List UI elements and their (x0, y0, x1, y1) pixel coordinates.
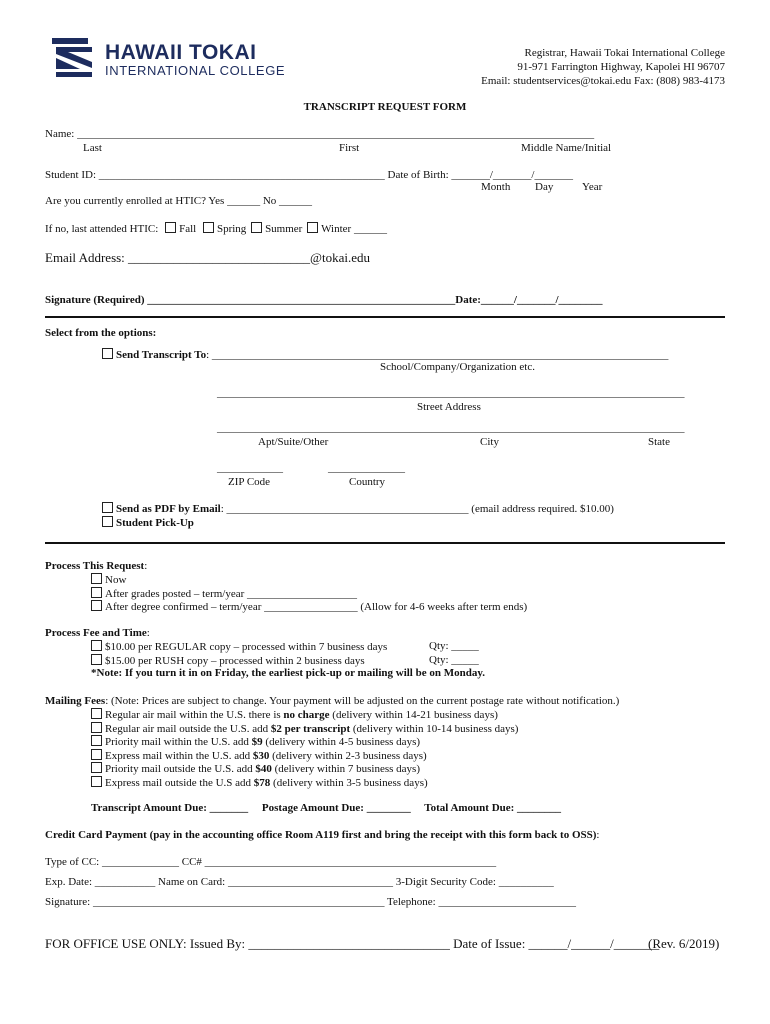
country-caption: Country (349, 476, 386, 488)
mailing-option-delivery: (delivery within 4-5 business days) (262, 736, 421, 748)
spring-checkbox[interactable] (203, 222, 214, 233)
card-type-number-field[interactable]: Type of CC: ______________ CC# _____________________________________________________ (45, 856, 497, 868)
process-heading (45, 560, 147, 573)
logo-subtitle: INTERNATIONAL COLLEGE (105, 63, 286, 78)
mailing-option-checkbox[interactable] (91, 749, 102, 760)
registrar-address-line1: Registrar, Hawaii Tokai International College (524, 47, 725, 59)
signature-telephone-field[interactable]: Signature: _____________________________________________________ Telephone: _________________________ (45, 896, 576, 908)
summer-checkbox[interactable] (251, 222, 262, 233)
country-field[interactable]: ______________ (328, 462, 405, 474)
city-caption: City (480, 436, 499, 448)
summer-label: Summer (265, 223, 303, 235)
mailing-option-delivery: (delivery within 7 business days) (271, 763, 421, 775)
mailing-option-price: $2 per transcript (270, 723, 351, 735)
last-attended-row (45, 222, 387, 236)
fall-checkbox[interactable] (165, 222, 176, 233)
credit-card-heading-colon: : (596, 829, 600, 841)
mailing-note: : (Note: Prices are subject to change. Your payment will be adjusted on the current postage rate without notification.) (105, 695, 620, 707)
fee-rush-label: $15.00 per RUSH copy – processed within 2 business days (105, 655, 365, 667)
registrar-contact: Email: studentservices@tokai.edu Fax: (808) 983-4173 (481, 75, 725, 87)
apt-caption: Apt/Suite/Other (258, 436, 329, 448)
fee-heading (45, 627, 150, 640)
school-caption: School/Company/Organization etc. (380, 361, 535, 373)
mailing-option-delivery: (delivery within 10-14 business days) (350, 723, 519, 735)
process-heading-label: Process This Request (45, 560, 145, 572)
credit-card-heading-label: Credit Card Payment (pay in the accounting office Room A119 first and bring the receipt with this form back to OSS) (45, 829, 597, 841)
fee-heading-label: Process Fee and Time (45, 627, 147, 639)
mailing-option-price: $9 (251, 736, 263, 748)
logo-name: HAWAII TOKAI (105, 41, 257, 64)
fee-heading-colon: : (146, 627, 150, 639)
state-caption: State (648, 436, 670, 448)
send-transcript-label: Send Transcript To (116, 349, 207, 361)
last-name-caption: Last (83, 142, 102, 154)
process-now-row (91, 573, 126, 587)
revision-label: (Rev. 6/2019) (648, 936, 720, 951)
process-heading-colon: : (144, 560, 148, 572)
process-after-degree-row (91, 600, 527, 614)
friday-note: *Note: If you turn it in on Friday, the earliest pick-up or mailing will be on Monday. (91, 667, 485, 679)
mailing-option-checkbox[interactable] (91, 735, 102, 746)
mailing-heading (45, 695, 619, 708)
mailing-option-price: $30 (252, 750, 270, 762)
mailing-option-text: Priority mail within the U.S. add (105, 736, 252, 748)
fee-regular-row (91, 640, 387, 654)
office-use-field[interactable]: FOR OFFICE USE ONLY: Issued By: _______________________________ Date of Issue: ______/______/_______ (45, 936, 660, 951)
mailing-option-text: Priority mail outside the U.S. add (105, 763, 256, 775)
process-after-grades-label: After grades posted – term/year ____________________ (105, 588, 358, 600)
mailing-option-text: Express mail outside the U.S add (105, 777, 254, 789)
mailing-option-delivery: (delivery within 3-5 business days) (270, 777, 428, 789)
send-transcript-field[interactable]: : ___________________________________________________________________________________ (206, 349, 669, 361)
day-caption: Day (535, 181, 554, 193)
fee-rush-checkbox[interactable] (91, 654, 102, 665)
send-pdf-checkbox[interactable] (102, 502, 113, 513)
options-heading: Select from the options: (45, 327, 157, 339)
zip-caption: ZIP Code (228, 476, 271, 488)
process-now-label: Now (105, 574, 127, 586)
send-pdf-email-field[interactable]: : ____________________________________________ (email address required. $10.00) (220, 503, 614, 515)
mailing-option-delivery: (delivery within 2-3 business days) (269, 750, 427, 762)
college-logo-icon (52, 38, 98, 78)
mailing-option (91, 735, 420, 749)
apt-city-state-field[interactable]: _____________________________________________________________________________________ (217, 422, 685, 434)
spring-label: Spring (216, 223, 247, 235)
last-attended-label: If no, last attended HTIC: (45, 223, 159, 235)
mailing-option-text: Regular air mail within the U.S. there is (105, 709, 284, 721)
mailing-option-checkbox[interactable] (91, 776, 102, 787)
mailing-option (91, 776, 428, 790)
mailing-option-checkbox[interactable] (91, 708, 102, 719)
zip-field[interactable]: ____________ (217, 462, 283, 474)
divider (45, 316, 725, 318)
middle-name-caption: Middle Name/Initial (521, 142, 612, 154)
mailing-option-text: Express mail within the U.S. add (105, 750, 253, 762)
mailing-option (91, 762, 420, 776)
mailing-option-price: $40 (255, 763, 272, 775)
fee-rush-qty-field[interactable]: Qty: _____ (429, 654, 479, 666)
send-pdf-row (102, 502, 614, 516)
process-after-grades-checkbox[interactable] (91, 587, 102, 598)
email-field[interactable]: Email Address: ____________________________@tokai.edu (45, 250, 371, 265)
process-after-degree-label: After degree confirmed – term/year _________________ (Allow for 4-6 weeks after term ends) (105, 601, 528, 613)
mailing-option-price: no charge (283, 709, 330, 721)
name-field[interactable]: Name: ______________________________________________________________________________________________ (45, 128, 595, 140)
send-transcript-checkbox[interactable] (102, 348, 113, 359)
process-after-degree-checkbox[interactable] (91, 600, 102, 611)
pickup-row (102, 516, 194, 530)
currently-enrolled-field[interactable]: Are you currently enrolled at HTIC? Yes ______ No ______ (45, 195, 313, 207)
signature-date-field[interactable]: Signature (Required) ________________________________________________________Date:______/_______/________ (45, 294, 603, 306)
amount-due-fields[interactable]: Transcript Amount Due: _______ Postage Amount Due: ________ Total Amount Due: ________ (91, 802, 562, 814)
divider (45, 542, 725, 544)
mailing-option-text: Regular air mail outside the U.S. add (105, 723, 271, 735)
fee-regular-checkbox[interactable] (91, 640, 102, 651)
street-address-caption: Street Address (417, 401, 481, 413)
year-caption: Year (582, 181, 603, 193)
student-id-dob-field[interactable]: Student ID: ____________________________________________________ Date of Birth: _______/_______/_______ (45, 169, 573, 181)
first-name-caption: First (339, 142, 360, 154)
month-caption: Month (481, 181, 511, 193)
student-pickup-label: Student Pick-Up (116, 517, 194, 529)
registrar-address-line2: 91-971 Farrington Highway, Kapolei HI 96707 (517, 61, 725, 73)
mailing-option-price: $78 (253, 777, 271, 789)
mailing-option (91, 708, 498, 722)
form-title: TRANSCRIPT REQUEST FORM (303, 101, 467, 113)
fall-label: Fall (179, 223, 197, 235)
credit-card-heading (45, 829, 599, 842)
fee-regular-qty-field[interactable]: Qty: _____ (429, 640, 479, 652)
winter-label: Winter ______ (321, 223, 387, 235)
student-pickup-checkbox[interactable] (102, 516, 113, 527)
mailing-option-checkbox[interactable] (91, 722, 102, 733)
fee-regular-label: $10.00 per REGULAR copy – processed within 7 business days (105, 641, 388, 653)
winter-checkbox[interactable] (307, 222, 318, 233)
send-pdf-label: Send as PDF by Email (116, 503, 221, 515)
mailing-heading-label: Mailing Fees (45, 695, 106, 707)
street-address-field[interactable]: _____________________________________________________________________________________ (217, 387, 685, 399)
mailing-option-checkbox[interactable] (91, 762, 102, 773)
mailing-option-delivery: (delivery within 14-21 business days) (329, 709, 498, 721)
process-now-checkbox[interactable] (91, 573, 102, 584)
card-expiry-name-cvv-field[interactable]: Exp. Date: ___________ Name on Card: ______________________________ 3-Digit Security Code: __________ (45, 876, 554, 888)
